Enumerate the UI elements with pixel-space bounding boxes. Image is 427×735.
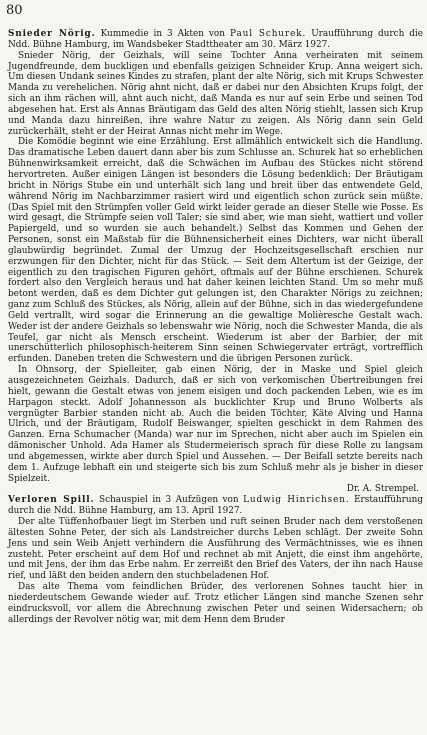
paragraph: In Ohnsorg, der Spielleiter, gab einen Nörig, der in Maske und Spiel gleich ausgezeichneten Geizhals. Dadurch, daß er sich von verkomischen Übertreibungen frei hielt, gewann die Gestalt etwas von jenem eisigen und doch packenden Leben, wie es im Harpagon steckt. Adolf Johannesson als bucklichter Krup und Bruno Wolberts als vergnügter Barbier standen nicht ab. Auch die beiden Töchter, Käte Alving und Hanna Ulrich, und der Bräutigam, Rudolf Beiswanger, spielten geschickt in dem Rahmen des Ganzen. Erna Schumacher (Manda) war nur im Sprechen, nicht aber auch im Spielen ein dämonischer Unhold. Ada Hamer als Studermeierisch sprach für diese Rolle zu langsam und abgemessen, wirkte aber durch Spiel und Aussehen. — Der Beifall setzte bereits nach dem 1. Aufzuge lebhaft ein und steigerte sich bis zum Schluß mehr als je bisher in dieser Spielzeit. xyxy=(8,365,423,484)
heading-intro: Schauspiel in 3 Aufzügen von xyxy=(99,495,239,506)
paragraph: Snieder Nörig, der Geizhals, will seine Tochter Anna verheiraten mit seinem Jugendfreunde, dem buckligen und ebenfalls geizigen Schneider Krup. Anna weigert sich. Um diesen Undank seines Kindes zu strafen, plant der alte Nörig, sich mit Krups Schwester Manda zu verehelichen. Nörig ahnt nicht, daß er dabei nur den Absichten Krups folgt, der sich an ihm rächen will, ahnt auch nicht, daß Manda es nur auf sein Erbe und seinen Tod abgesehen hat. Erst als Annas Bräutigam das Geld des alten Nörig stiehlt, lassen sich Krup und Manda dazu hinreißen, ihre wahre Natur zu zeigen. Als Nörig dann sein Geld zurückerhält, steht er der Heirat Annas nicht mehr im Wege. xyxy=(8,50,423,137)
paragraph: Der alte Tüffenhofbauer liegt im Sterben und ruft seinen Bruder nach dem verstoßenen ältesten Sohne Peter, der sich als Landstreicher durchs Leben schlägt. Der zweite Sohn Jens und sein Weib Anjett verhindern die Ausführung des Vermächtnisses, wie es ihnen zusteht. Peter erscheint auf dem Hof und rechnet ab mit Anjett, die einst ihm angehörte, und mit Jens, der ihm das Erbe nahm. Er zerreißt den Brief des Vaters, der ihn nach Hause rief, und läßt den beiden andern den stuchbeladenen Hof. xyxy=(8,516,423,582)
review-heading xyxy=(8,495,423,517)
heading-intro: Kummedie in 3 Akten von xyxy=(100,29,225,39)
heading-details: Uraufführung durch die Ndd. Bühne Hamburg, im Wandsbeker Stadttheater am 30. März 1927. xyxy=(8,29,424,50)
page-number: 80 xyxy=(6,3,23,18)
play-title: Snieder Nörig. xyxy=(8,29,96,39)
paragraph: Das alte Thema vom feindlichen Brüder, des verlorenen Sohnes taucht hier in niederdeutschem Gewande wieder auf. Trotz etlicher Längen sind manche Szenen sehr eindrucksvoll, vor allem die Abrechnung zwischen Peter und seinen Widersachern; ob allerdings der Revolver nötig war, mit dem Henn dem Bruder xyxy=(8,582,423,625)
play-title: Verloren Spill. xyxy=(8,495,95,506)
heading-details: Erstaufführung durch die Ndd. Bühne Hamburg, am 13. April 1927. xyxy=(8,495,424,517)
author-name: Paul Schurek. xyxy=(229,29,307,39)
text-column xyxy=(8,29,423,625)
review-heading xyxy=(8,29,423,51)
paragraph: Die Komödie beginnt wie eine Erzählung. Erst allmählich entwickelt sich die Handlung. Das dramatische Leben dauert dann aber bis zum Schlusse an. Schurek hat so erheblichen Bühnenwirksamkeit erreicht, daß die Schwächen im Aufbau des Stückes nicht störend hervortreten. Außer einigen Längen ist besonders die Lösung bedenklich: Der Bräutigam bricht in Nörigs Stube ein und unterhält sich lang und breit über das entwendete Geld, während Nörig im Nachbarzimmer rasiert wird und eigentlich schon zurück sein müßte. (Das Spiel mit den Strümpfen voller Geld wirkt leider gerade an dieser Stelle wie Posse. Es wird gesagt, die Strümpfe seien voll Taler; sie sind aber, wie man sieht, wattiert und voller Papiergeld, und so wurden sie auch behandelt.) Selbst das Kommen und Gehen der Personen, sonst ein Maßstab für die Bühnensicherheit eines Dichters, war nicht überall glaubwürdig begründet. Zumal der Umzug der Hochzeitsgesellschaft erschien nur erzwungen für den Dichter, nicht für das Stück. — Seit dem Altertum ist der Geizige, der eigentlich zu den tragischen Figuren gehört, oftmals auf der Bühne erschienen. Schurek fordert also den Vergleich heraus und hat daher keinen leichten Stand. Um so mehr muß betont werden, daß es dem Dichter gut gelungen ist, den Charakter Nörigs zu zeichnen; ganz zum Schluß des Stückes, als Nörig, allein auf der Bühne, sich in das wiedergefundene Geld vertrallt, wird sogar die Erinnerung an die gewaltige Molièresche Gestalt wach. Weder ist der andere Geizhals so lebenswahr wie Nörig, noch die Schwester Manda, die als Teufel, gar nicht als Mensch erscheint. Wiederum ist aber der Barbier, der mit unerschütterlich philosophisch-heiterem Sinn seinen Schwiegervater erträgt, vortrefflich erfunden. Daneben treten die Schwestern und die übrigen Personen zurück. xyxy=(8,137,423,365)
author-name: Ludwig Hinrichsen. xyxy=(243,495,350,506)
reviewer-signature: Dr. A. Strempel. xyxy=(346,484,419,495)
